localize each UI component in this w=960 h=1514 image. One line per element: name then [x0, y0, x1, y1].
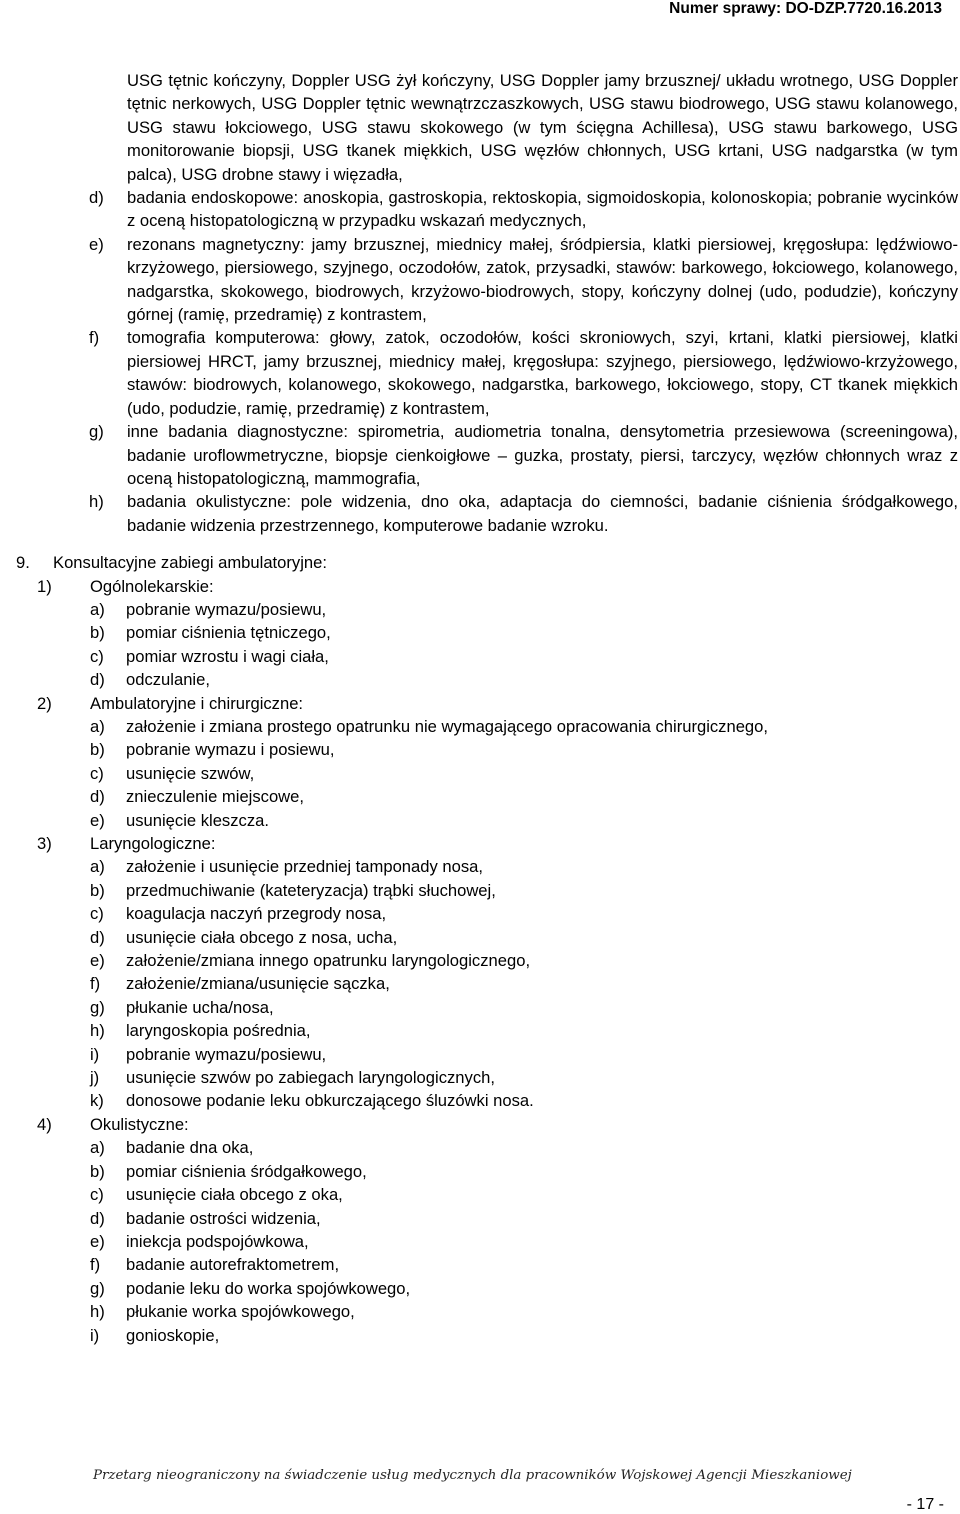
procedure-item-text: płukanie ucha/nosa,	[126, 997, 274, 1017]
procedure-item-text: podanie leku do worka spojówkowego,	[126, 1278, 411, 1298]
diagnostic-subitem	[16, 233, 958, 327]
category-heading-label: 4)	[37, 1114, 52, 1134]
footer-text: Przetarg nieograniczony na świadczenie usług medycznych dla pracowników Wojskowej Agencji Mieszkaniowej	[93, 1468, 852, 1483]
procedure-item-text: koagulacja naczyń przegrody nosa,	[126, 904, 387, 924]
category-heading	[16, 575, 958, 598]
procedure-item	[16, 996, 958, 1019]
procedure-item-text: przedmuchiwanie (kateteryzacja) trąbki słuchowej,	[126, 880, 496, 900]
procedure-item-label: f)	[90, 974, 101, 994]
procedure-item-text: pobranie wymazu i posiewu,	[126, 740, 335, 760]
procedure-item	[16, 1277, 958, 1300]
procedure-item-text: założenie/zmiana innego opatrunku laryngologicznego,	[126, 951, 531, 971]
procedure-item-text: badanie dna oka,	[126, 1138, 254, 1158]
procedure-item	[16, 1207, 958, 1230]
page-number: - 17 -	[906, 1496, 944, 1513]
procedure-item-text: usunięcie kleszcza.	[126, 810, 269, 830]
procedure-item	[16, 855, 958, 878]
procedure-item	[16, 1230, 958, 1253]
procedure-item-text: pobranie wymazu/posiewu,	[126, 599, 327, 619]
procedure-item-label: b)	[90, 740, 105, 760]
procedure-item	[16, 1253, 958, 1276]
category-heading	[16, 692, 958, 715]
section-number: 9.	[16, 553, 30, 573]
procedure-item-text: płukanie worka spojówkowego,	[126, 1302, 355, 1322]
procedure-item-label: a)	[90, 599, 105, 619]
procedure-item-text: założenie/zmiana/usunięcie sączka,	[126, 974, 390, 994]
procedure-item	[16, 1019, 958, 1042]
category-heading-label: 1)	[37, 576, 52, 596]
procedure-item-label: f)	[90, 1255, 101, 1275]
procedure-item-label: e)	[90, 951, 105, 971]
diagnostic-subitem-text: badania okulistyczne: pole widzenia, dno oka, adaptacja do ciemności, badanie ciśnienia śródgałkowego, badanie widzenia przestrzennego, komputerowe badanie wzroku.	[127, 492, 958, 535]
procedure-item	[16, 1089, 958, 1112]
procedure-item-label: b)	[90, 623, 105, 643]
diagnostic-subitem-label: f)	[89, 328, 100, 348]
procedure-item-text: pobranie wymazu/posiewu,	[126, 1044, 327, 1064]
case-number-header: Numer sprawy: DO-DZP.7720.16.2013	[669, 0, 942, 17]
procedure-item-text: badanie ostrości widzenia,	[126, 1208, 321, 1228]
procedure-item-label: h)	[90, 1021, 105, 1041]
diagnostic-subitems	[16, 186, 958, 537]
category-heading-label: 3)	[37, 834, 52, 853]
procedure-item-label: i)	[90, 1044, 100, 1064]
procedure-item-label: d)	[90, 787, 105, 807]
procedure-item-text: usunięcie szwów,	[126, 763, 255, 783]
procedure-item-text: usunięcie ciała obcego z nosa, ucha,	[126, 927, 398, 947]
document-body	[16, 69, 958, 1347]
procedure-item	[16, 1160, 958, 1183]
procedure-item-text: gonioskopie,	[126, 1325, 220, 1345]
category-heading	[16, 1113, 958, 1136]
procedure-item	[16, 598, 958, 621]
procedure-item-label: a)	[90, 857, 105, 877]
procedure-item	[16, 621, 958, 644]
procedure-item	[16, 1183, 958, 1206]
category-heading-text: Laryngologiczne:	[90, 834, 216, 853]
procedure-item-label: d)	[90, 927, 105, 947]
procedure-item	[16, 1324, 958, 1347]
diagnostic-subitem-text: badania endoskopowe: anoskopia, gastroskopia, rektoskopia, sigmoidoskopia, kolonoskopia; pobranie wycinków z oceną histopatologiczną w przypadku wskazań medycznych,	[127, 188, 958, 231]
usg-list-continuation: USG tętnic kończyny, Doppler USG żył kończyny, USG Doppler jamy brzusznej/ układu wrotnego, USG Doppler tętnic nerkowych, USG Doppler tętnic wewnątrzczaszkowych, USG stawu biodrowego, USG stawu kolanowego, USG stawu łokciowego, USG stawu skokowego (w tym ścięgna Achillesa), USG stawu barkowego, USG monitorowanie biopsji, USG tkanek miękkich, USG węzłów chłonnych, USG krtani, USG nadgarstka (w tym palca), USG drobne stawy i więzadła,	[127, 71, 958, 184]
diagnostic-subitem-text: rezonans magnetyczny: jamy brzusznej, miednicy małej, śródpiersia, klatki piersiowej, kręgosłupa: lędźwiowo-krzyżowego, piersiowego, szyjnego, oczodołów, zatok, przysadki, stawów: barkowego, łokciowego, kolanowego, nadgarstka, skokowego, biodrowych, krzyżowo-biodrowych, stopy, kończyny dolnej (udo, podudzie), kończyny górnej (ramię, przedramię) z kontrastem,	[127, 234, 958, 325]
procedure-item-label: a)	[90, 1138, 105, 1158]
diagnostic-subitem-label: d)	[89, 188, 104, 208]
procedure-item-text: pomiar wzrostu i wagi ciała,	[126, 646, 329, 666]
consultation-categories	[16, 575, 958, 1347]
procedure-item	[16, 809, 958, 832]
procedure-item-text: badanie autorefraktometrem,	[126, 1255, 340, 1275]
procedure-item-label: b)	[90, 880, 105, 900]
procedure-item	[16, 879, 958, 902]
procedure-item-text: usunięcie ciała obcego z oka,	[126, 1185, 343, 1205]
procedure-item	[16, 738, 958, 761]
diagnostic-subitem-label: h)	[89, 492, 104, 512]
procedure-item	[16, 1300, 958, 1323]
procedure-item-label: c)	[90, 904, 104, 924]
procedure-item-text: założenie i usunięcie przedniej tamponady nosa,	[126, 857, 483, 877]
category-heading-label: 2)	[37, 693, 52, 713]
procedure-item	[16, 785, 958, 808]
procedure-item	[16, 1136, 958, 1159]
procedure-item	[16, 949, 958, 972]
procedure-item-text: donosowe podanie leku obkurczającego śluzówki nosa.	[126, 1091, 534, 1111]
procedure-item-label: c)	[90, 763, 104, 783]
procedure-item-label: j)	[90, 1068, 100, 1088]
diagnostic-subitem-text: inne badania diagnostyczne: spirometria, audiometria tonalna, densytometria przesiewowa (screeningowa), badanie uroflowmetryczne, biopsje cienkoigłowe – guzka, prostaty, piersi, tarczycy, węzłów chłonnych wraz z oceną histopatologiczną, mammografia,	[127, 422, 958, 488]
procedure-item-label: d)	[90, 670, 105, 690]
procedure-item	[16, 972, 958, 995]
procedure-item-label: e)	[90, 1231, 105, 1251]
category-heading-text: Okulistyczne:	[90, 1114, 189, 1134]
procedure-item-text: odczulanie,	[126, 670, 210, 690]
section-heading	[16, 551, 958, 574]
diagnostic-subitem-text: tomografia komputerowa: głowy, zatok, oczodołów, kości skroniowych, szyi, krtani, klatki piersiowej, klatki piersiowej HRCT, jamy brzusznej, miednicy małej, kręgosłupa: szyjnego, piersiowego, lędźwiowo-krzyżowego, stawów: biodrowych, kolanowego, skokowego, nadgarstka, barkowego, łokciowego, stopy, CT tkanek miękkich (udo, podudzie, ramię, przedramię) z kontrastem,	[127, 328, 958, 418]
procedure-item-label: i)	[90, 1325, 100, 1345]
diagnostic-subitem	[16, 420, 958, 490]
procedure-item	[16, 926, 958, 949]
procedure-item	[16, 1066, 958, 1089]
procedure-item-text: usunięcie szwów po zabiegach laryngologicznych,	[126, 1068, 495, 1088]
diagnostic-subitem	[16, 490, 958, 537]
procedure-item-label: c)	[90, 646, 104, 666]
procedure-item-label: b)	[90, 1161, 105, 1181]
procedure-item-label: e)	[90, 810, 105, 830]
category-heading-text: Ambulatoryjne i chirurgiczne:	[90, 693, 304, 713]
procedure-item-label: d)	[90, 1208, 105, 1228]
procedure-item-text: znieczulenie miejscowe,	[126, 787, 305, 807]
diagnostic-subitem-label: e)	[89, 234, 104, 254]
procedure-item-text: założenie i zmiana prostego opatrunku nie wymagającego opracowania chirurgicznego,	[126, 716, 769, 736]
procedure-item	[16, 645, 958, 668]
category-heading-text: Ogólnolekarskie:	[90, 576, 214, 596]
procedure-item-text: iniekcja podspojówkowa,	[126, 1231, 309, 1251]
procedure-item	[16, 1043, 958, 1066]
procedure-item	[16, 715, 958, 738]
procedure-item	[16, 902, 958, 925]
diagnostic-subitem	[16, 186, 958, 233]
diagnostic-subitem	[16, 326, 958, 420]
procedure-item-label: k)	[90, 1091, 104, 1111]
procedure-item-label: c)	[90, 1185, 104, 1205]
category-heading	[16, 832, 958, 855]
section-title: Konsultacyjne zabiegi ambulatoryjne:	[53, 553, 327, 573]
procedure-item-label: a)	[90, 716, 105, 736]
diagnostic-subitem-label: g)	[89, 422, 104, 442]
procedure-item	[16, 668, 958, 691]
procedure-item-text: pomiar ciśnienia śródgałkowego,	[126, 1161, 367, 1181]
procedure-item-label: g)	[90, 997, 105, 1017]
procedure-item-text: laryngoskopia pośrednia,	[126, 1021, 311, 1041]
procedure-item-text: pomiar ciśnienia tętniczego,	[126, 623, 331, 643]
procedure-item-label: h)	[90, 1302, 105, 1322]
procedure-item-label: g)	[90, 1278, 105, 1298]
procedure-item	[16, 762, 958, 785]
